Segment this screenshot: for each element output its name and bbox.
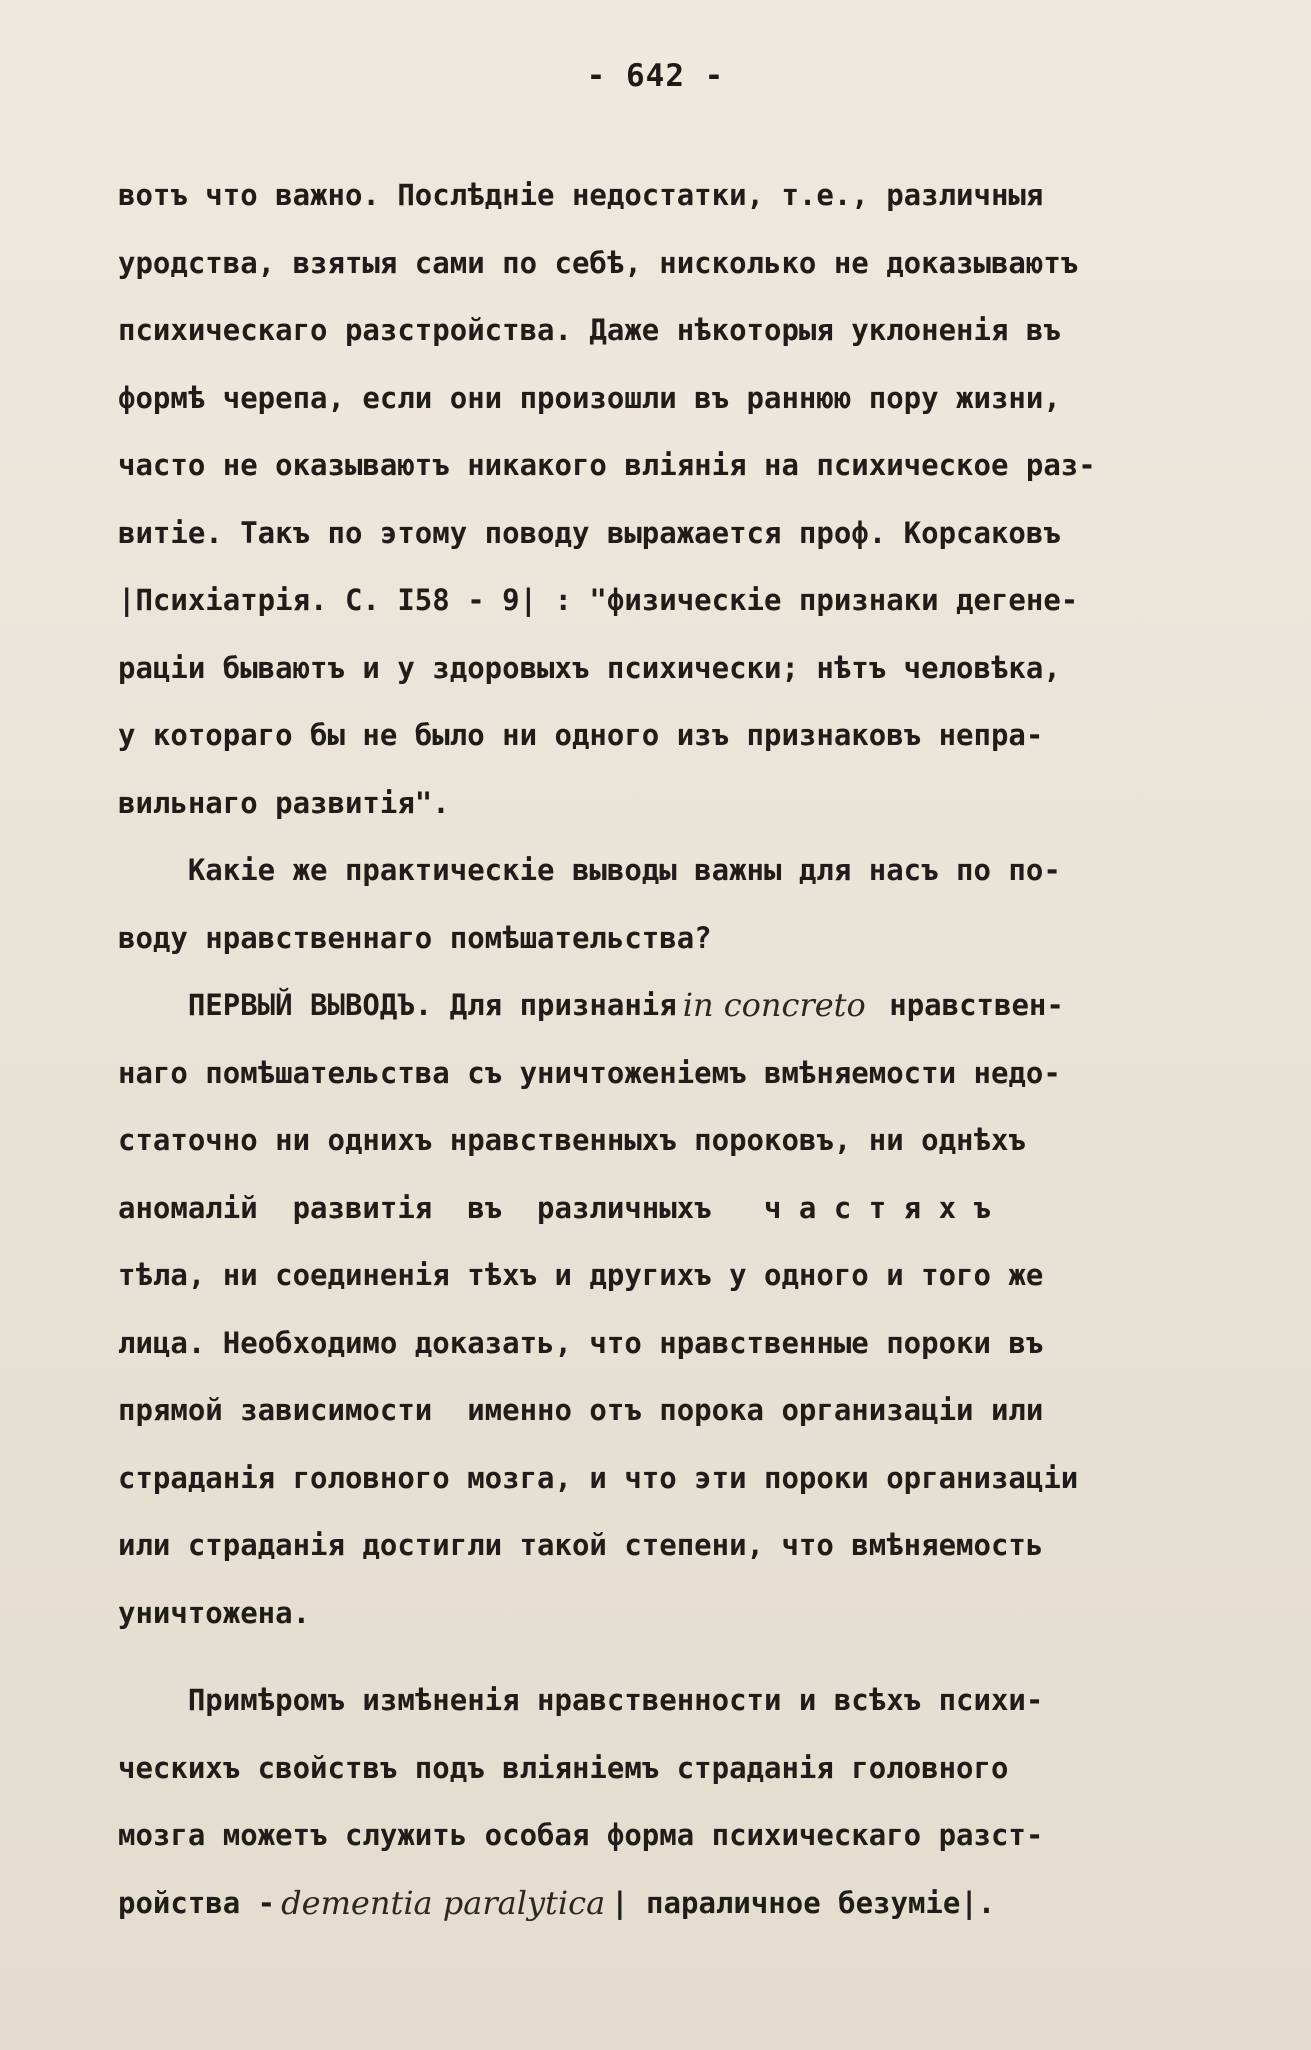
text-line: психическаго разстройства. Даже нѣкоторыя уклоненія въ <box>118 313 1061 347</box>
text-line: раціи бываютъ и у здоровыхъ психически; нѣтъ человѣка, <box>118 650 1061 685</box>
text-line: страданія головного мозга, и что эти пороки организаціи <box>118 1460 1079 1495</box>
page-number: - 642 - <box>586 58 725 94</box>
text-line: или страданія достигли такой степени, что вмѣняемость <box>118 1528 1044 1562</box>
text-line: уродства, взятыя сами по себѣ, нисколько не доказываютъ <box>118 245 1079 280</box>
text-line: |Психіатрія. С. I58 - 9| : "физическіе признаки дегене- <box>118 583 1079 617</box>
text-line: вильнаго развитія". <box>118 785 450 820</box>
text-line: аномалій развитія въ различныхъ ч а с т я х ъ <box>118 1190 991 1225</box>
line-end: | параличное безуміе|. <box>611 1885 996 1920</box>
text-line: мозга можетъ служить особая форма психическаго разст- <box>118 1818 1044 1852</box>
text-line: наго помѣшательства съ уничтоженіемъ вмѣняемости недо- <box>118 1055 1061 1090</box>
text-line: уничтожена. <box>118 1595 311 1630</box>
text-line: вотъ что важно. Послѣдніе недостатки, т.е., различныя <box>118 178 1044 212</box>
body-text <box>118 162 1288 1937</box>
text-line: витіе. Такъ по этому поводу выражается проф. Корсаковъ <box>118 515 1061 550</box>
text-line: формѣ черепа, если они произошли въ раннюю пору жизни, <box>118 380 1061 415</box>
text-line: Какіе же практическіе выводы важны для насъ по по- <box>118 853 1061 887</box>
first-conclusion-heading: ПЕРВЫЙ ВЫВОДЪ. Для признанія <box>118 988 677 1022</box>
line-continuation: нравствен- <box>871 988 1064 1022</box>
handwritten-insertion: in concreto <box>682 986 866 1024</box>
text-line: воду нравственнаго помѣшательства? <box>118 920 712 955</box>
text-line: у котораго бы не было ни одного изъ признаковъ непра- <box>118 718 1044 752</box>
text-line <box>118 1870 1288 1938</box>
text-line: Примѣромъ измѣненія нравственности и всѣхъ психи- <box>118 1683 1044 1717</box>
text-line <box>118 972 1288 1040</box>
text-line: лица. Необходимо доказать, что нравственные пороки въ <box>118 1325 1044 1360</box>
text-line: ческихъ свойствъ подъ вліяніемъ страданія головного <box>118 1750 1009 1785</box>
handwritten-insertion: dementia paralytica <box>281 1883 606 1922</box>
text-line: часто не оказываютъ никакого вліянія на психическое раз- <box>118 448 1096 482</box>
line-start: ройства - <box>118 1885 276 1920</box>
text-line: статочно ни однихъ нравственныхъ пороковъ, ни однѣхъ <box>118 1123 1026 1157</box>
text-line: тѣла, ни соединенія тѣхъ и другихъ у одного и того же <box>118 1258 1044 1292</box>
text-line: прямой зависимости именно отъ порока организаціи или <box>118 1393 1044 1427</box>
